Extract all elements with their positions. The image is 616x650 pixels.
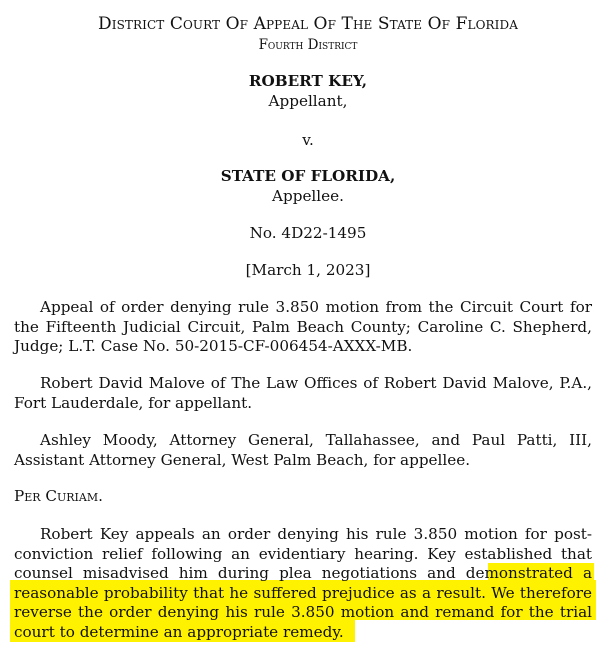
opinion-text: Robert Key appeals an order denying his rule 3.850 motion for post-conviction relief following an evidentiary hearing. Key established that counsel misadvised him during plea negotiations and de: [14, 525, 592, 582]
appellant-name: ROBERT KEY,: [248, 72, 368, 90]
appellant-role: Appellant,: [268, 92, 348, 110]
versus: v.: [302, 131, 314, 149]
opinion-paragraph: [14, 525, 592, 642]
court-name-text: District Court Of Appeal Of The State Of Florida: [98, 14, 518, 34]
court-name: [0, 14, 616, 34]
appellee-role: Appellee.: [272, 187, 344, 205]
case-number: No. 4D22-1495: [249, 224, 367, 242]
appellee-counsel-paragraph: Ashley Moody, Attorney General, Tallahassee, and Paul Patti, III, Assistant Attorney General, West Palm Beach, for appellee.: [14, 431, 592, 469]
district-name: Fourth District: [258, 37, 358, 53]
appellee-name: STATE OF FLORIDA,: [220, 167, 396, 185]
appeal-paragraph: Appeal of order denying rule 3.850 motion from the Circuit Court for the Fifteenth Judicial Circuit, Palm Beach County; Caroline C. Shepherd, Judge; L.T. Case No. 50-2015-CF-006454-AXXX-MB.: [14, 298, 592, 355]
per-curiam-heading: Per Curiam.: [14, 487, 103, 505]
appellant-counsel-paragraph: Robert David Malove of The Law Offices of Robert David Malove, P.A., Fort Lauderdale, for appellant.: [14, 374, 592, 412]
opinion-highlighted-text: monstrated a reasonable probability that he suffered prejudice as a result. We therefore reverse the order denying his rule 3.850 motion and remand for the trial court to determine an appropriate remedy.: [14, 564, 592, 641]
decision-date: [March 1, 2023]: [245, 261, 371, 279]
